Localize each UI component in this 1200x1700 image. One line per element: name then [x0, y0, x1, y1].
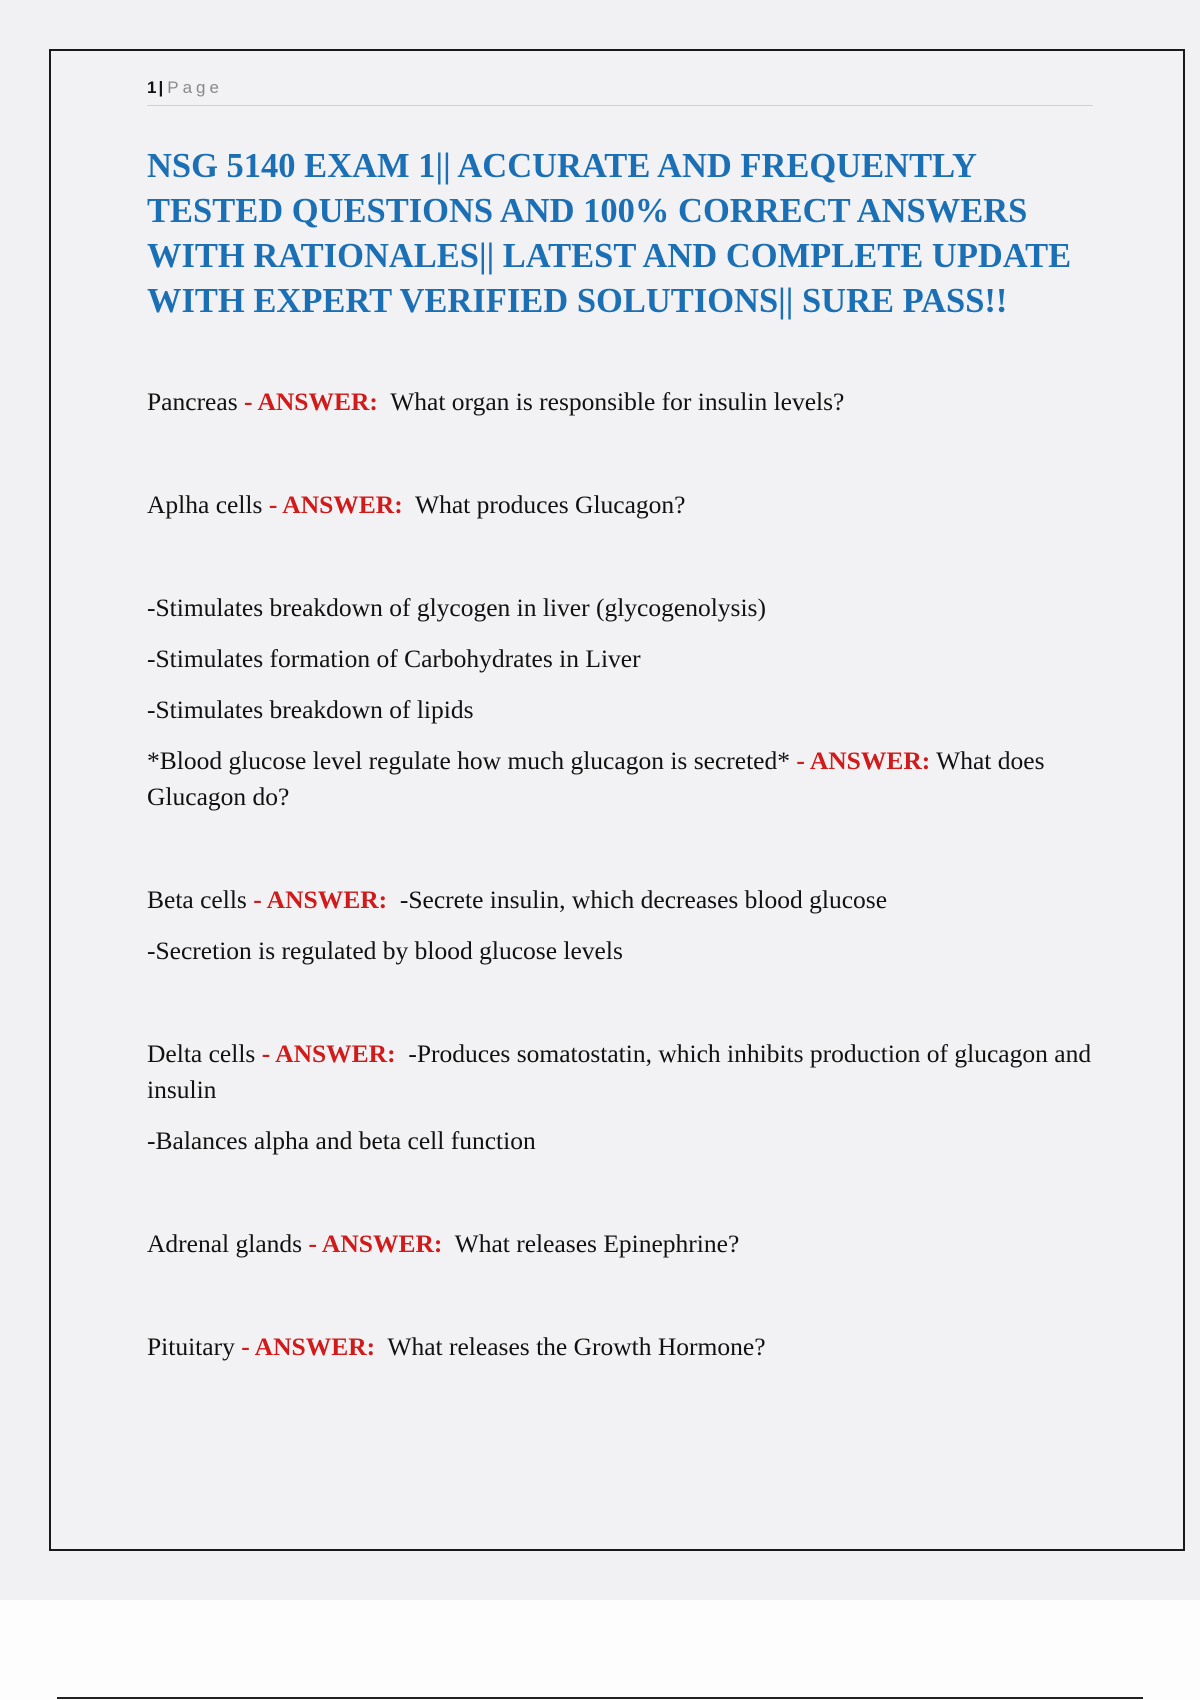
- qa-item: [147, 882, 1107, 918]
- qa-line: -Secretion is regulated by blood glucose levels: [147, 936, 623, 965]
- page-header: [147, 75, 1093, 106]
- answer-marker: - ANSWER:: [268, 490, 403, 519]
- qa-line: -Stimulates breakdown of lipids: [147, 695, 474, 724]
- qa-answer: What releases the Growth Hormone?: [387, 1332, 766, 1361]
- qa-answer: What does Glucagon do?: [147, 746, 1045, 811]
- qa-answer: What organ is responsible for insulin levels?: [390, 387, 845, 416]
- answer-marker: - ANSWER:: [241, 1332, 376, 1361]
- qa-item: [147, 1036, 1107, 1108]
- answer-marker: - ANSWER:: [796, 746, 931, 775]
- qa-term: Beta cells: [147, 885, 247, 914]
- qa-item: [147, 1226, 1107, 1262]
- qa-line: -Stimulates formation of Carbohydrates in Liver: [147, 644, 641, 673]
- qa-line: -Stimulates breakdown of glycogen in liver (glycogenolysis): [147, 593, 766, 622]
- next-page-preview: [0, 1600, 1200, 1700]
- qa-term: *Blood glucose level regulate how much glucagon is secreted*: [147, 746, 790, 775]
- qa-term: Pancreas: [147, 387, 238, 416]
- document-title: NSG 5140 EXAM 1|| ACCURATE AND FREQUENTLY TESTED QUESTIONS AND 100% CORRECT ANSWERS WITH RATIONALES|| LATEST AND COMPLETE UPDATE WITH EXPERT VERIFIED SOLUTIONS|| SURE PASS!!: [147, 147, 1072, 320]
- qa-item: [147, 743, 1107, 815]
- answer-marker: - ANSWER:: [308, 1229, 443, 1258]
- qa-item: [147, 487, 1107, 523]
- qa-answer: What produces Glucagon?: [415, 490, 686, 519]
- qa-answer: -Produces somatostatin, which inhibits production of glucagon and insulin: [147, 1039, 1092, 1104]
- qa-term: Adrenal glands: [147, 1229, 303, 1258]
- page-separator: |: [158, 78, 164, 97]
- page-number: 1: [147, 78, 157, 97]
- qa-answer: What releases Epinephrine?: [454, 1229, 740, 1258]
- qa-item: [147, 1329, 1107, 1365]
- qa-item: [147, 384, 1107, 420]
- document-page: [49, 49, 1185, 1551]
- answer-marker: - ANSWER:: [253, 885, 388, 914]
- qa-term: Aplha cells: [147, 490, 263, 519]
- qa-term: Delta cells: [147, 1039, 256, 1068]
- qa-line: -Balances alpha and beta cell function: [147, 1126, 536, 1155]
- next-page-rule: [57, 1697, 1143, 1699]
- qa-answer: -Secrete insulin, which decreases blood glucose: [399, 885, 888, 914]
- qa-list: [147, 384, 1107, 1380]
- qa-term: Pituitary: [147, 1332, 235, 1361]
- page-label: Page: [167, 78, 223, 97]
- answer-marker: - ANSWER:: [244, 387, 378, 416]
- answer-marker: - ANSWER:: [261, 1039, 396, 1068]
